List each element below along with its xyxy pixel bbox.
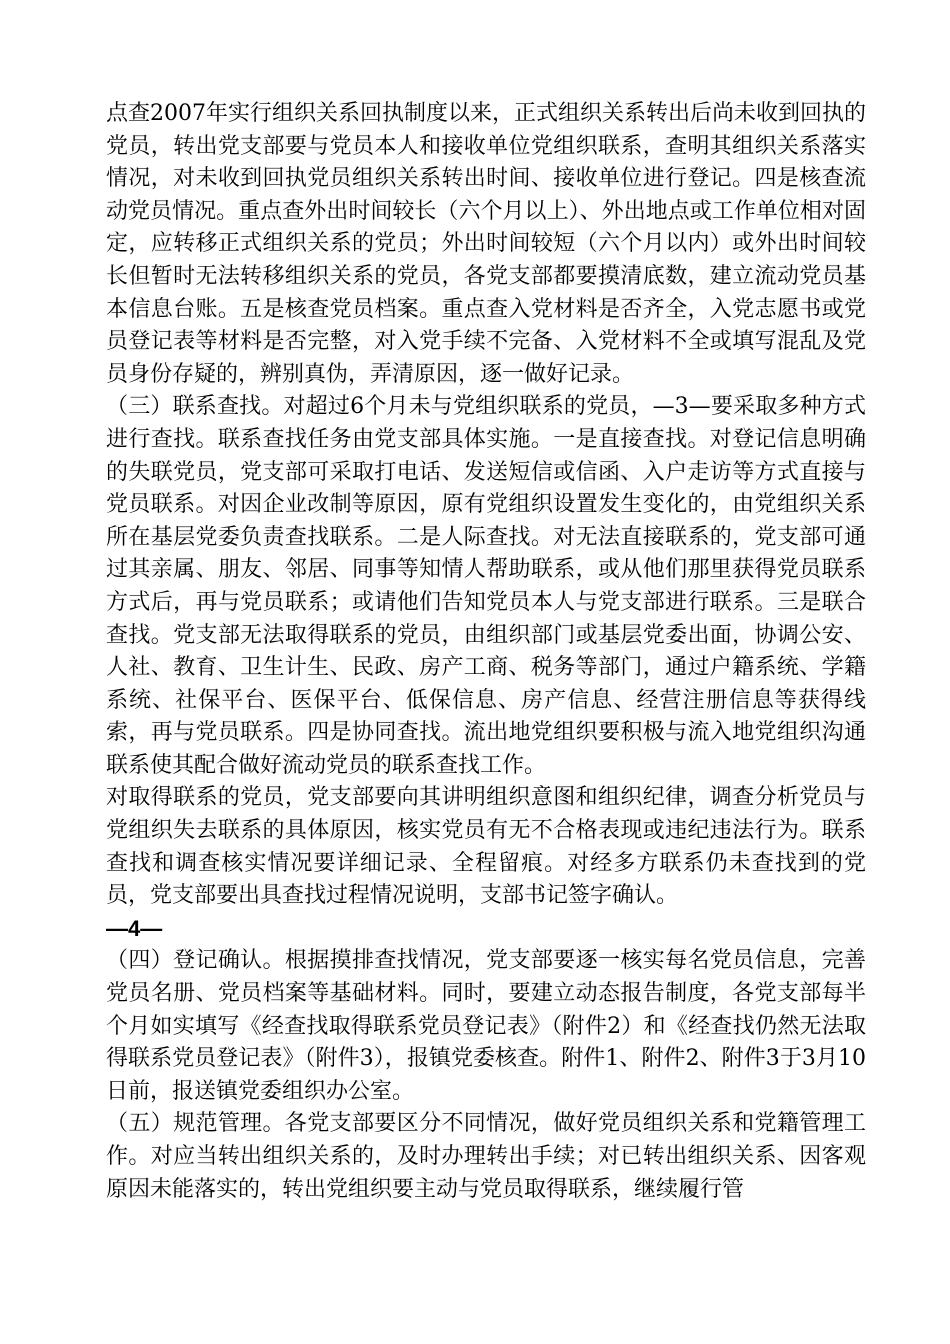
document-page <box>106 98 866 1206</box>
paragraph-contact-search: （三）联系查找。对超过6个月未与党组织联系的党员，—3—要采取多种方式进行查找。联系查找任务由党支部具体实施。一是直接查找。对登记信息明确的失联党员，党支部可采取打电话、发送短信或信函、入户走访等方式直接与党员联系。对因企业改制等原因，原有党组织设置发生变化的，由党组织关系所在基层党委负责查找联系。二是人际查找。对无法直接联系的，党支部可通过其亲属、朋友、邻居、同事等知情人帮助联系，或从他们那里获得党员联系方式后，再与党员联系；或请他们告知党员本人与党支部进行联系。三是联合查找。党支部无法取得联系的党员，由组织部门或基层党委出面，协调公安、人社、教育、卫生计生、民政、房产工商、税务等部门，通过户籍系统、学籍系统、社保平台、医保平台、低保信息、房产信息、经营注册信息等获得线索，再与党员联系。四是协同查找。流出地党组织要积极与流入地党组织沟通联系使其配合做好流动党员的联系查找工作。 <box>106 394 866 778</box>
paragraph-standard-management: （五）规范管理。各党支部要区分不同情况，做好党员组织关系和党籍管理工作。对应当转出组织关系的，及时办理转出手续；对已转出组织关系、因客观原因未能落实的，转出党组织要主动与党员取得联系，继续履行管 <box>106 1111 866 1202</box>
paragraph-verification-details: 点查2007年实行组织关系回执制度以来，正式组织关系转出后尚未收到回执的党员，转出党支部要与党员本人和接收单位党组织联系，查明其组织关系落实情况，对未收到回执党员组织关系转出时间、接收单位进行登记。四是核查流动党员情况。重点查外出时间较长（六个月以上）、外出地点或工作单位相对固定，应转移正式组织关系的党员；外出时间较短（六个月以内）或外出时间较长但暂时无法转移组织关系的党员，各党支部都要摸清底数，建立流动党员基本信息台账。五是核查党员档案。重点查入党材料是否齐全，入党志愿书或党员登记表等材料是否完整，对入党手续不完备、入党材料不全或填写混乱及党员身份存疑的，辨别真伪，弄清原因，逐一做好记录。 <box>106 101 866 387</box>
paragraph-contacted-members: 对取得联系的党员，党支部要向其讲明组织意图和组织纪律，调查分析党员与党组织失去联系的具体原因，核实党员有无不合格表现或违纪违法行为。联系查找和调查核实情况要详细记录、全程留痕。对经多方联系仍未查找到的党员，党支部要出具查找过程情况说明，支部书记签字确认。 <box>106 785 866 909</box>
paragraph-registration: （四）登记确认。根据摸排查找情况，党支部要逐一核实每名党员信息，完善党员名册、党员档案等基础材料。同时，要建立动态报告制度，各党支部每半个月如实填写《经查找取得联系党员登记表》（附件2）和《经查找仍然无法取得联系党员登记表》（附件3），报镇党委核查。附件1、附件2、附件3于3月10日前，报送镇党委组织办公室。 <box>106 948 866 1104</box>
page-number-marker: —4— <box>106 915 163 941</box>
